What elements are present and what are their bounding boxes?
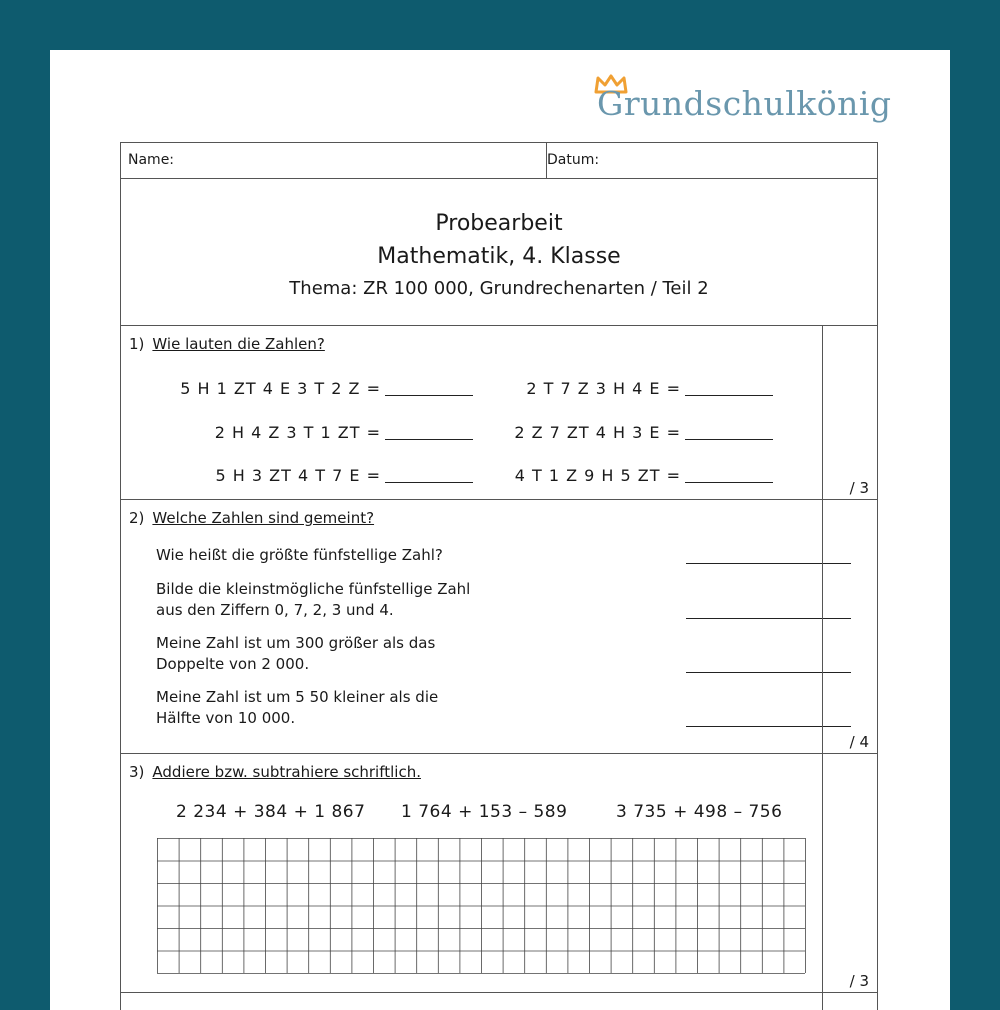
task-1-expression: 5 H 3 ZT 4 T 7 E = [216, 466, 473, 485]
task-1-expression: 2 H 4 Z 3 T 1 ZT = [215, 423, 473, 442]
question-text: Bilde die kleinstmögliche fünfstellige Zahl aus den Ziffern 0, 7, 2, 3 und 4. [156, 580, 471, 619]
calc-problem: 2 234 + 384 + 1 867 [176, 802, 366, 822]
title-block [120, 178, 878, 326]
question-text: Wie heißt die größte fünfstellige Zahl? [156, 546, 443, 564]
question-text: Meine Zahl ist um 5 50 kleiner als die Hälfte von 10 000. [156, 688, 439, 727]
answer-blank[interactable] [685, 438, 773, 440]
calc-problem: 1 764 + 153 – 589 [401, 802, 568, 822]
task-2-title: Welche Zahlen sind gemeint? [152, 509, 375, 527]
answer-blank[interactable] [385, 438, 473, 440]
calculation-grid[interactable] [157, 838, 807, 974]
score-column [822, 993, 877, 1010]
score-column [822, 754, 877, 992]
name-date-row [120, 142, 878, 179]
task-3-title: Addiere bzw. subtrahiere schriftlich. [152, 763, 421, 781]
task-3-score: / 3 [849, 972, 869, 990]
task-3-number: 3) [129, 763, 145, 781]
calc-problem: 3 735 + 498 – 756 [616, 802, 783, 822]
answer-blank[interactable] [385, 394, 473, 396]
answer-blank[interactable] [385, 481, 473, 483]
page-subtitle: Mathematik, 4. Klasse [377, 244, 621, 269]
page-title: Probearbeit [435, 211, 563, 236]
task-2-number: 2) [129, 509, 145, 527]
task-2 [120, 499, 878, 754]
task-2-score: / 4 [849, 733, 869, 751]
task-1-heading [129, 335, 325, 353]
question-text: Meine Zahl ist um 300 größer als das Doppelte von 2 000. [156, 634, 436, 673]
task-1 [120, 325, 878, 500]
answer-blank[interactable] [685, 481, 773, 483]
task-1-expression: 4 T 1 Z 9 H 5 ZT = [515, 466, 773, 485]
task-1-number: 1) [129, 335, 145, 353]
logo-text: Grundschulkönig [597, 84, 892, 123]
topic-line: Thema: ZR 100 000, Grundrechenarten / Teil 2 [289, 278, 709, 299]
date-label: Datum: [547, 152, 600, 168]
worksheet [50, 50, 950, 1010]
task-3 [120, 753, 878, 993]
task-1-expression: 2 Z 7 ZT 4 H 3 E = [514, 423, 773, 442]
task-2-heading [129, 509, 374, 527]
score-column [822, 326, 877, 499]
answer-blank[interactable] [685, 394, 773, 396]
name-label: Name: [128, 152, 175, 168]
task-1-expression: 5 H 1 ZT 4 E 3 T 2 Z = [180, 379, 473, 398]
task-4 [120, 992, 878, 1010]
task-1-expression: 2 T 7 Z 3 H 4 E = [526, 379, 773, 398]
date-field[interactable] [540, 143, 877, 178]
task-1-score: / 3 [849, 479, 869, 497]
task-3-heading [129, 763, 421, 781]
name-field[interactable] [121, 143, 547, 178]
logo [597, 80, 927, 136]
score-column [822, 500, 877, 753]
task-1-title: Wie lauten die Zahlen? [152, 335, 325, 353]
